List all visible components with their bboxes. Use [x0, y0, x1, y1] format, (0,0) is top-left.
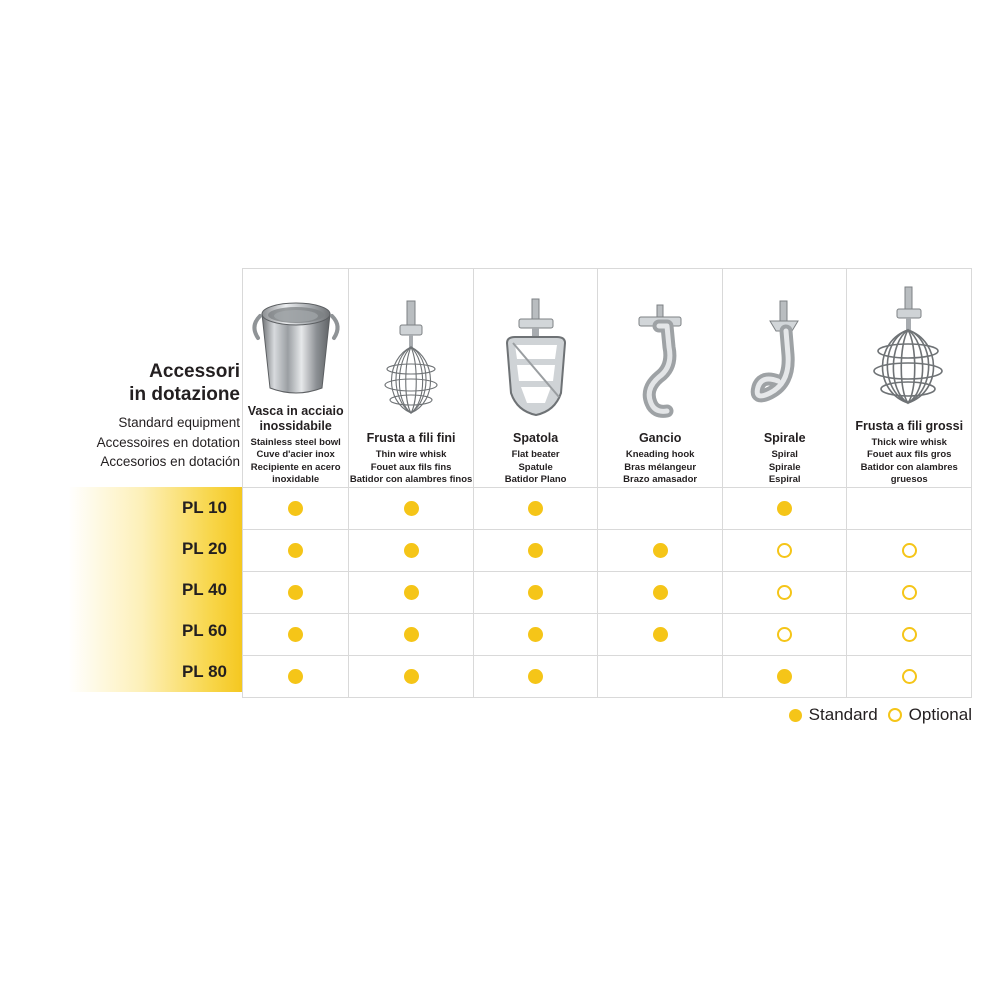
table-row [243, 656, 972, 698]
accessory-header-cell [349, 269, 474, 488]
matrix-cell [243, 530, 349, 572]
availability-dot [404, 585, 419, 600]
model-tag-label: PL 60 [181, 620, 227, 640]
availability-dot [288, 543, 303, 558]
availability-dot [777, 501, 792, 516]
model-tag [30, 569, 245, 610]
model-tag-label: PL 20 [181, 538, 227, 558]
accessory-name-fr: Bras mélangeur [624, 461, 697, 473]
matrix-cell [598, 656, 723, 698]
accessories-table-wrap [242, 268, 972, 698]
accessory-name-en: Flat beater [511, 449, 560, 461]
model-tag-label: PL 10 [181, 497, 227, 517]
page-title [28, 360, 240, 472]
kneading-hook-icon [598, 297, 722, 427]
matrix-cell [349, 572, 474, 614]
accessory-name-fr: Fouet aux fils fins [370, 461, 452, 473]
accessory-name-fr: Cuve d'acier inox [256, 449, 335, 461]
availability-dot [902, 627, 917, 642]
matrix-cell [349, 488, 474, 530]
availability-dot [288, 627, 303, 642]
legend-standard [789, 705, 878, 725]
accessory-name: Spatola [513, 431, 559, 446]
accessory-name-fr: Fouet aux fils gros [866, 449, 952, 461]
availability-dot [528, 585, 543, 600]
legend-standard-label: Standard [808, 705, 878, 724]
matrix-cell [473, 572, 598, 614]
matrix-cell [598, 488, 723, 530]
accessories-table [242, 268, 972, 698]
matrix-cell [847, 488, 972, 530]
matrix-cell [847, 572, 972, 614]
thick-wire-whisk-icon [847, 285, 971, 415]
legend-optional [888, 705, 972, 725]
standard-dot-icon [789, 709, 802, 722]
accessory-name: Spirale [763, 431, 806, 446]
availability-dot [653, 669, 668, 684]
availability-dot [288, 585, 303, 600]
table-row [243, 530, 972, 572]
model-tag [30, 651, 245, 692]
matrix-cell [598, 614, 723, 656]
matrix-cell [349, 614, 474, 656]
matrix-cell [722, 614, 847, 656]
availability-dot [288, 501, 303, 516]
accessory-header-cell [598, 269, 723, 488]
availability-dot [653, 543, 668, 558]
accessory-name-es: Batidor con alambres gruesos [860, 461, 958, 486]
matrix-cell [722, 488, 847, 530]
matrix-cell [847, 530, 972, 572]
accessory-name-fr: Spirale [768, 461, 801, 473]
model-tag-list [30, 487, 245, 692]
model-tag-label: PL 80 [181, 661, 227, 681]
availability-dot [777, 627, 792, 642]
table-header-row [243, 269, 972, 488]
availability-dot [653, 585, 668, 600]
matrix-cell [722, 530, 847, 572]
matrix-cell [473, 614, 598, 656]
legend-optional-label: Optional [908, 705, 972, 724]
table-body [243, 488, 972, 698]
table-row [243, 488, 972, 530]
spiral-hook-icon [723, 297, 847, 427]
accessory-name: Vasca in acciaio inossidabile [247, 403, 344, 433]
availability-dot [777, 543, 792, 558]
model-tag-label: PL 40 [181, 579, 227, 599]
thin-wire-whisk-icon [349, 297, 473, 427]
matrix-cell [598, 530, 723, 572]
accessory-name-es: Brazo amasador [623, 474, 698, 486]
matrix-cell [243, 488, 349, 530]
availability-dot [902, 585, 917, 600]
matrix-cell [243, 572, 349, 614]
availability-dot [902, 501, 917, 516]
accessory-name: Gancio [638, 431, 682, 446]
availability-dot [777, 585, 792, 600]
matrix-cell [349, 530, 474, 572]
accessory-name: Frusta a fili grossi [855, 418, 964, 433]
flat-beater-icon [474, 297, 598, 427]
matrix-cell [243, 614, 349, 656]
title-english: Standard equipment [118, 415, 240, 431]
table-row [243, 614, 972, 656]
accessory-name-en: Thin wire whisk [375, 449, 447, 461]
matrix-cell [722, 572, 847, 614]
matrix-cell [473, 488, 598, 530]
matrix-cell [847, 656, 972, 698]
matrix-cell [243, 656, 349, 698]
availability-dot [653, 627, 668, 642]
availability-dot [404, 501, 419, 516]
matrix-cell [722, 656, 847, 698]
availability-dot [902, 543, 917, 558]
title-line-2: in dotazione [129, 384, 240, 406]
availability-dot [288, 669, 303, 684]
optional-dot-icon [888, 708, 902, 722]
availability-dot [528, 669, 543, 684]
accessory-header-cell [473, 269, 598, 488]
matrix-cell [473, 530, 598, 572]
legend [789, 705, 972, 725]
model-tag [30, 610, 245, 651]
availability-dot [902, 669, 917, 684]
availability-dot [404, 543, 419, 558]
accessory-name: Frusta a fili fini [366, 431, 456, 446]
matrix-cell [473, 656, 598, 698]
accessory-header-cell [722, 269, 847, 488]
accessory-header-cell [243, 269, 349, 488]
accessory-name-fr: Spatule [518, 461, 553, 473]
accessory-header-cell [847, 269, 972, 488]
title-line-1: Accessori [149, 361, 240, 382]
matrix-cell [349, 656, 474, 698]
availability-dot [528, 627, 543, 642]
accessory-name-en: Stainless steel bowl [250, 436, 341, 448]
model-tag [30, 487, 245, 528]
accessory-name-es: Batidor con alambres finos [349, 474, 473, 486]
model-tag [30, 528, 245, 569]
title-spanish: Accesorios en dotación [100, 454, 240, 470]
accessory-name-en: Spiral [771, 449, 798, 461]
accessory-name-es: Espiral [768, 474, 801, 486]
accessory-name-en: Thick wire whisk [871, 436, 947, 448]
table-row [243, 572, 972, 614]
availability-dot [653, 501, 668, 516]
title-italian [28, 360, 240, 406]
accessory-name-es: Batidor Plano [504, 474, 567, 486]
availability-dot [528, 543, 543, 558]
availability-dot [777, 669, 792, 684]
matrix-cell [847, 614, 972, 656]
stainless-steel-bowl-icon [243, 270, 348, 400]
matrix-cell [598, 572, 723, 614]
availability-dot [404, 669, 419, 684]
title-translations [28, 413, 240, 472]
availability-dot [528, 501, 543, 516]
title-french: Accessoires en dotation [96, 434, 240, 450]
availability-dot [404, 627, 419, 642]
accessory-name-en: Kneading hook [625, 449, 695, 461]
accessory-name-es: Recipiente en acero inoxidable [250, 461, 341, 486]
